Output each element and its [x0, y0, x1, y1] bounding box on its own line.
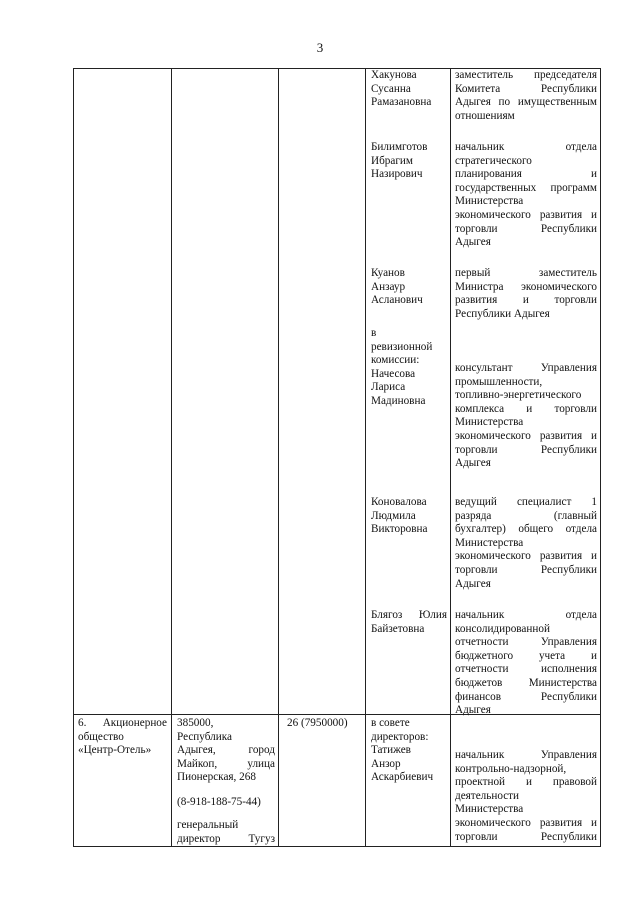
- member-position: [455, 267, 597, 321]
- name-line: Мадиновна: [371, 394, 426, 407]
- table: [73, 68, 601, 847]
- member-position: [455, 749, 597, 844]
- member-position: [455, 496, 597, 591]
- position-line: комплекса и торговли: [455, 402, 597, 415]
- position-line: бухгалтер) общего отдела: [455, 523, 597, 536]
- name-line: в: [371, 327, 377, 339]
- member-name: [371, 327, 447, 409]
- name-line: Билимготов: [371, 141, 428, 153]
- position-line: Адыгея: [455, 704, 491, 717]
- organization-address: [177, 717, 275, 785]
- position-line: консолидированной: [455, 622, 550, 635]
- position-line: экономического развития и: [455, 208, 597, 221]
- position-line: проектной и правовой: [455, 776, 597, 789]
- page-number: 3: [316, 40, 324, 55]
- position-line: контрольно-надзорной,: [455, 762, 567, 775]
- organization-phone: (8-918-188-75-44): [177, 796, 261, 808]
- position-line: отношениям: [455, 109, 515, 122]
- name-line: в совете: [371, 717, 410, 729]
- name-line: Людмила: [371, 509, 416, 522]
- position-line: Адыгея: [455, 577, 491, 590]
- position-line: Министерства: [455, 195, 524, 208]
- position-line: торговли Республики: [455, 222, 597, 235]
- name-line: Хакунова: [371, 69, 417, 81]
- position-line: Министерства: [455, 803, 524, 816]
- address-line: Адыгея, город: [177, 744, 275, 757]
- position-line: промышленности,: [455, 375, 543, 388]
- name-line: Сусанна: [371, 82, 411, 95]
- member-position: [455, 362, 597, 471]
- position-line: торговли Республики: [455, 563, 597, 576]
- member-name: [371, 496, 447, 537]
- organization-director: [177, 819, 275, 846]
- member-position: [455, 69, 597, 123]
- org-line: общество: [78, 730, 124, 743]
- member-position: [455, 609, 597, 718]
- position-line: Комитета Республики: [455, 82, 597, 95]
- col-border: [450, 68, 451, 847]
- position-line: консультант Управления: [455, 362, 597, 374]
- position-line: первый заместитель: [455, 267, 597, 279]
- position-line: начальник отдела: [455, 609, 597, 621]
- position-line: экономического развития и: [455, 816, 597, 829]
- position-line: Министра экономического: [455, 280, 597, 293]
- position-line: отчетности Управления: [455, 636, 597, 649]
- member-name: [371, 141, 447, 182]
- position-line: финансов Республики: [455, 690, 597, 703]
- position-line: стратегического: [455, 154, 532, 167]
- member-name: [371, 609, 447, 636]
- position-line: торговли Республики: [455, 830, 597, 843]
- col-border: [365, 68, 366, 847]
- address-line: 385000,: [177, 717, 214, 729]
- position-line: экономического развития и: [455, 550, 597, 563]
- position-line: бюджетного учета и: [455, 649, 597, 662]
- position-line: Министерства: [455, 536, 524, 549]
- col-border: [171, 68, 172, 847]
- position-line: Адыгея: [455, 236, 491, 249]
- member-position: [455, 141, 597, 250]
- position-line: начальник Управления: [455, 749, 597, 761]
- position-line: экономического развития и: [455, 429, 597, 442]
- position-line: государственных программ: [455, 181, 597, 194]
- position-line: заместитель председателя: [455, 69, 597, 81]
- name-line: Анзаур: [371, 280, 406, 293]
- position-line: Адыгея: [455, 457, 491, 470]
- name-line: Куанов: [371, 267, 405, 279]
- table-bottom-border: [73, 846, 601, 847]
- position-line: топливно-энергетического: [455, 389, 582, 402]
- share-value: 26 (7950000): [287, 717, 348, 729]
- name-line: Асланович: [371, 294, 423, 307]
- member-name: [371, 717, 447, 785]
- address-line: Республика: [177, 730, 232, 743]
- name-line: Аскарбиевич: [371, 771, 434, 784]
- name-line: Начесова: [371, 367, 416, 380]
- name-line: Анзор: [371, 757, 401, 770]
- name-line: директоров:: [371, 730, 429, 743]
- name-line: Назирович: [371, 168, 423, 181]
- col-border: [278, 68, 279, 847]
- position-line: начальник отдела: [455, 141, 597, 153]
- member-name: [371, 267, 447, 308]
- position-line: планирования и: [455, 168, 597, 181]
- name-line: Рамазановна: [371, 96, 432, 109]
- position-line: Адыгея по имущественным: [455, 96, 597, 109]
- name-line: Блягоз Юлия: [371, 609, 447, 621]
- col-border: [73, 68, 74, 847]
- position-line: отчетности исполнения: [455, 663, 597, 676]
- director-line: директор Тугуз: [177, 832, 275, 845]
- member-name: [371, 69, 447, 110]
- name-line: Викторовна: [371, 523, 428, 536]
- address-line: Майкоп, улица: [177, 757, 275, 770]
- organization-name: [78, 717, 167, 758]
- name-line: Татижев: [371, 744, 411, 757]
- director-line: генеральный: [177, 819, 239, 831]
- name-line: Коновалова: [371, 496, 427, 508]
- address-line: Пионерская, 268: [177, 771, 256, 784]
- position-line: бюджетов Министерства: [455, 676, 597, 689]
- name-line: ревизионной: [371, 340, 433, 353]
- position-line: ведущий специалист 1: [455, 496, 597, 508]
- name-line: Байзетовна: [371, 622, 425, 635]
- org-line: 6. Акционерное: [78, 717, 167, 729]
- col-border: [600, 68, 601, 847]
- name-line: Лариса: [371, 381, 406, 394]
- position-line: Министерства: [455, 416, 524, 429]
- position-line: торговли Республики: [455, 443, 597, 456]
- position-line: разряда (главный: [455, 509, 597, 522]
- position-line: развития и торговли: [455, 294, 597, 307]
- name-line: комиссии:: [371, 354, 420, 367]
- org-line: «Центр-Отель»: [78, 744, 152, 757]
- position-line: Республики Адыгея: [455, 307, 550, 320]
- name-line: Ибрагим: [371, 154, 413, 167]
- position-line: деятельности: [455, 789, 520, 802]
